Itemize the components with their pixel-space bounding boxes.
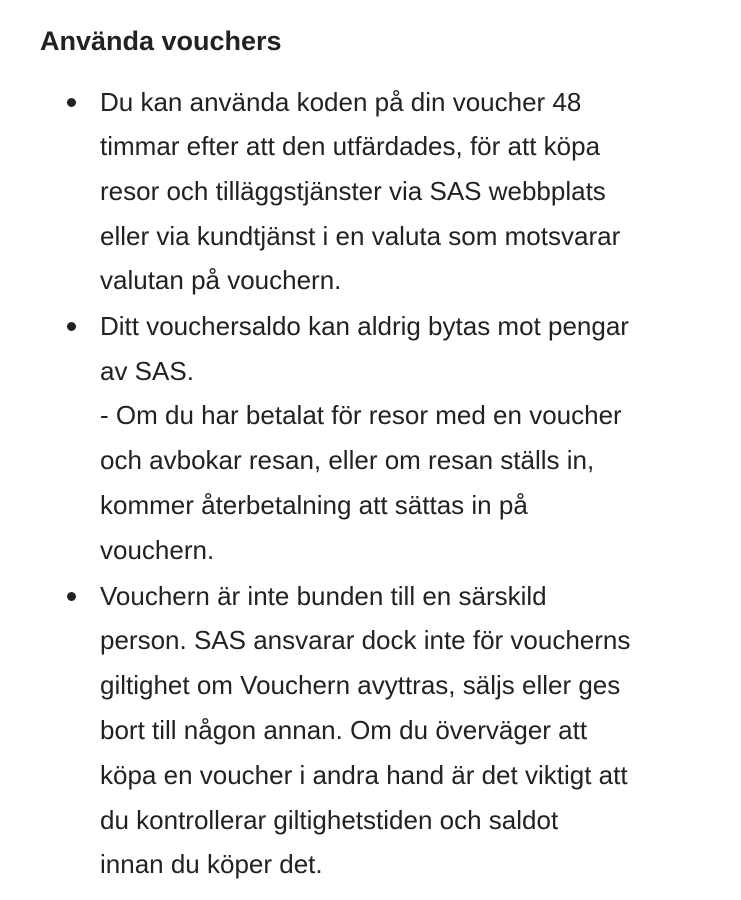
list-item-line: Vouchern är inte bunden till en särskild: [100, 581, 547, 611]
list-item-line: bort till någon annan. Om du överväger att: [100, 715, 588, 745]
list-item-line: vouchern.: [100, 535, 215, 565]
list-item-line: timmar efter att den utfärdades, för att köpa: [100, 131, 601, 161]
bullet-icon: [67, 592, 76, 601]
section-heading: Använda vouchers: [40, 26, 282, 56]
bullet-icon: [67, 322, 76, 331]
list-item-line: person. SAS ansvarar dock inte för voucherns: [100, 625, 631, 655]
list-item-line: innan du köper det.: [100, 849, 323, 879]
list-item-line: giltighet om Vouchern avyttras, säljs eller ges: [100, 670, 621, 700]
list-item-line: av SAS.: [100, 356, 194, 386]
bullet-icon: [67, 98, 76, 107]
list-item-line: köpa en voucher i andra hand är det viktigt att: [100, 760, 628, 790]
list-item-line: Du kan använda koden på din voucher 48: [100, 87, 582, 117]
list-item-line: och avbokar resan, eller om resan ställs in,: [100, 445, 595, 475]
list-item-line: kommer återbetalning att sättas in på: [100, 490, 528, 520]
list-item-line: du kontrollerar giltighetstiden och saldot: [100, 805, 559, 835]
list-item-line: - Om du har betalat för resor med en voucher: [100, 400, 622, 430]
list-item-line: eller via kundtjänst i en valuta som motsvarar: [100, 221, 621, 251]
list-item-line: valutan på vouchern.: [100, 265, 342, 295]
list-item-line: Ditt vouchersaldo kan aldrig bytas mot pengar: [100, 311, 629, 341]
list-item-line: resor och tilläggstjänster via SAS webbplats: [100, 176, 606, 206]
